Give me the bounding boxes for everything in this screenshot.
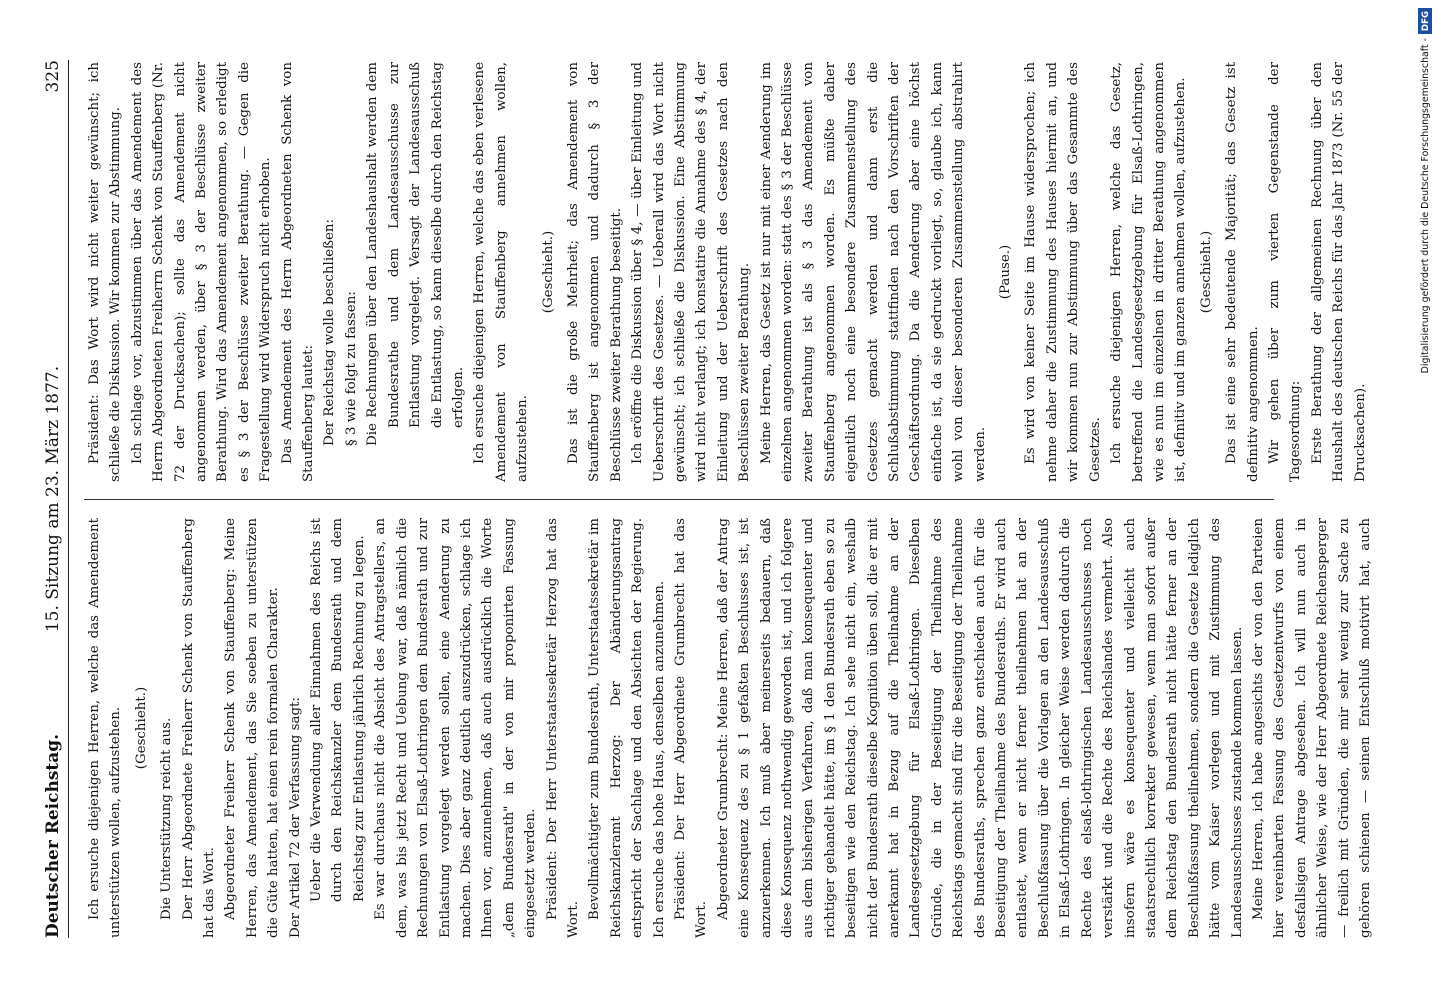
paragraph: Ich ersuche diejenigen Herren, welche das Amendement unterstützen wollen, aufzustehen. [87,518,124,938]
column-divider [84,499,1274,500]
digitization-notice [1418,8,1432,992]
paragraph: Der Herr Abgeordnete Freiherr Schenk von Stauffenberg hat das Wort. [180,518,218,938]
paragraph: Präsident: Das Wort wird nicht weiter gewünscht; ich schließe die Diskussion. Wir kommen zur Abstimmung. [87,62,124,482]
paragraph: Ich ersuche diejenigen Herren, welche das Gesetz, betreffend die Landesgesetzgebung für Elsaß-Lothringen, wie es nun im einzelnen in dritter Berathung angenommen ist, definitiv und im ganzen annehmen wollen, aufzustehen. [1109,62,1189,482]
paragraph: Der Reichstag wolle beschließen: [322,218,338,446]
paragraph: Präsident: Der Herr Abgeordnete Grumbrecht hat das Wort. [672,518,710,938]
paragraph: Ich eröffne die Diskussion über § 4, — über Einleitung und Ueberschrift des Gesetzes. — Ueberall wird das Wort nicht gewünscht; ich schließe die Diskussion. Eine Abstimmung wird nicht verlangt; ich konstatire die Annahme des § 4, der Einleitung und der Ueberschrift des Gesetzes nach den Beschlüssen zweiter Berathung. [630,62,753,482]
paragraph: Ich ersuche diejenigen Herren, welche das eben verlesene Amendement von Stauffenberg annehmen wollen, aufzustehen. [472,62,531,482]
dfg-logo: DFG [1418,8,1432,34]
paragraph: Wir gehen über zum vierten Gegenstande der Tagesordnung: [1266,62,1304,482]
watermark-text: Digitalisierung gefördert durch die Deutsche Forschungsgemeinschaft - [1420,38,1431,374]
paragraph: § 3 wie folgt zu fassen: [343,291,359,446]
paragraph: (Geschieht.) [133,686,149,770]
paragraph: Ich schlage vor, abzustimmen über das Amendement des Herrn Abgeordneten Freiherrn Schenk von Stauffenberg (Nr. 72 der Drucksachen); sollte das Amendement nicht angenommen werden, über § 3 der Beschlüsse zweiter Berathung. Wird das Amendement angenommen, so erledigt es § 3 der Beschlüsse zweiter Berathung. — Gegen die Fragestellung wird Widerspruch nicht erhoben. [129,62,274,482]
paragraph: Die Rechnungen über den Landeshaushalt werden dem Bundesrathe und dem Landesausschusse zur Entlastung vorgelegt. Versagt der Landesausschuß die Entlastung, so kann dieselbe durch den Reichstag erfolgen. [365,62,466,446]
paragraph: Erste Berathung der allgemeinen Rechnung über den Haushalt des deutschen Reichs für das Jahr 1873 (Nr. 55 der Drucksachen). [1309,62,1368,482]
page-header [40,60,69,938]
paragraph: (Pause.) [998,244,1014,300]
page-number: 325 [43,60,63,93]
paragraph: Bevollmächtigter zum Bundesrath, Unterstaatssekretär im Reichskanzleramt Herzog: Der Abänderungsantrag entspricht der Sachlage und den Absichten der Regierung. Ich ersuche das hohe Haus, denselben anzunehmen. [587,518,667,938]
right-column [84,62,1374,482]
paragraph: Präsident: Der Herr Unterstaatssekretär Herzog hat das Wort. [544,518,581,938]
paragraph [1371,62,1374,482]
running-title: Deutscher Reichstag. [43,733,63,938]
paragraph: Abgeordneter Freiherr Schenk von Stauffenberg: Meine Herren, das Amendement, das Sie soeben zu unterstützen die Güte hatten, hat einen rein formalen Charakter. [223,518,282,938]
paragraph: Es war durchaus nicht die Absicht des Antragstellers, an dem, was bis jetzt Recht und Uebung war, daß nämlich die Rechnungen von Elsaß-Lothringen dem Bundesrath und zur Entlastung vorgelegt werden sollen, eine Aenderung zu machen. Dies aber ganz deutlich auszudrücken, schlage ich Ihnen vor, anzunehmen, daß auch ausdrücklich die Worte „dem Bundesrath" in der von mir proponirten Fassung eingesetzt werden. [373,518,539,938]
paragraph: (Geschieht.) [1198,230,1214,314]
paragraph: Die Unterstützung reicht aus. [159,717,175,920]
paragraph: Meine Herren, das Gesetz ist nur mit einer Aenderung im einzelnen angenommen worden: statt des § 3 der Beschlüsse zweiter Berathung ist als § 3 das Amendement von Stauffenberg angenommen worden. Es müßte daher eigentlich noch eine besondere Zusammenstellung des Gesetzes gemacht werden und dann erst die Schlußabstimmung stattfinden nach den Vorschriften der Geschäftsordnung. Da die Aenderung aber eine höchst einfache ist, da sie gedruckt vorliegt, so, glaube ich, kann wohl von dieser besonderen Zusammenstellung abstrahirt werden. [758,62,988,482]
paragraph: Es wird von keiner Seite im Hause widersprochen; ich nehme daher die Zustimmung des Hauses hiermit an, und wir kommen nun zur Abstimmung über das Gesammte des Gesetzes. [1023,62,1103,482]
paragraph: (Geschieht.) [540,230,556,314]
paragraph: Das Amendement des Herrn Abgeordneten Schenk von Stauffenberg lautet: [279,62,317,482]
paragraph: Abgeordneter Grumbrecht: Meine Herren, daß der Antrag eine Konsequenz des zu § 1 gefaßten Beschlusses ist, ist anzuerkennen. Ich muß aber meinerseits bedauern, daß diese Konsequenz nothwendig geworden ist, und ich folgere aus dem bisherigen Verfahren, daß man konsequenter und richtiger gehandelt hätte, im § 1 den Bundesrath eben so zu beseitigen wie den Reichstag. Ich sehe nicht ein, weshalb nicht der Bundesrath dieselbe Kognition üben soll, die er mit anerkannt hat in Bezug auf die Theilnahme an der Landesgesetzgebung für Elsaß-Lothringen. Dieselben Gründe, die in der Beseitigung der Theilnahme des Reichstags gemacht sind für die Beseitigung der Theilnahme des Bundesraths, sprechen ganz entschieden auch für die Beseitigung der Theilnahme des Bundesraths. Er wird auch entlastet, wenn er nicht ferner theilnehmen hat an der Beschlußfassung über die Vorlagen an den Landesausschuß in Elsaß-Lothringen. In gleicher Weise werden dadurch die Rechte des elsaß-lothringischen Landesausschusses noch verstärkt und die Rechte des Reichslandes vermehrt. Also insofern wäre es konsequenter und vielleicht auch staatsrechtlich korrekter gewesen, wenn man sofort außer dem Reichstag den Bundesrath nicht hätte ferner an der Beschlußfassung theilnehmen, sondern die Gesetze lediglich hätte vom Kaiser vorlegen und mit Zustimmung des Landesausschusses zustande kommen lassen. [715,518,1245,938]
paragraph: Der Artikel 72 der Verfassung sagt: [287,697,303,938]
session-date: 15. Sitzung am 23. März 1877. [43,365,63,633]
paragraph: Das ist eine sehr bedeutende Majorität; das Gesetz ist definitiv angenommen. [1224,62,1261,482]
paragraph: Das ist die große Mehrheit; das Amendement von Stauffenberg ist angenommen und dadurch § 3 der Beschlüsse zweiter Berathung beseitigt. [565,62,624,482]
paragraph: Meine Herren, ich habe angesichts der von den Parteien hier vereinbarten Fassung des Gesetzentwurfs von einem desfallsigen Antrage abgesehen. Ich will nun auch in ähnlicher Weise, wie der Herr Abgeordnete Reichensperger — freilich mit Gründen, die mir sehr wenig zur Sache zu gehören schienen — seinen Entschluß motivirt hat, auch [1250,518,1373,938]
paragraph: Ueber die Verwendung aller Einnahmen des Reichs ist durch den Reichskanzler dem Bundesrath und dem Reichstag zur Entlastung jährlich Rechnung zu legen. [309,518,367,902]
left-column [84,518,1374,938]
